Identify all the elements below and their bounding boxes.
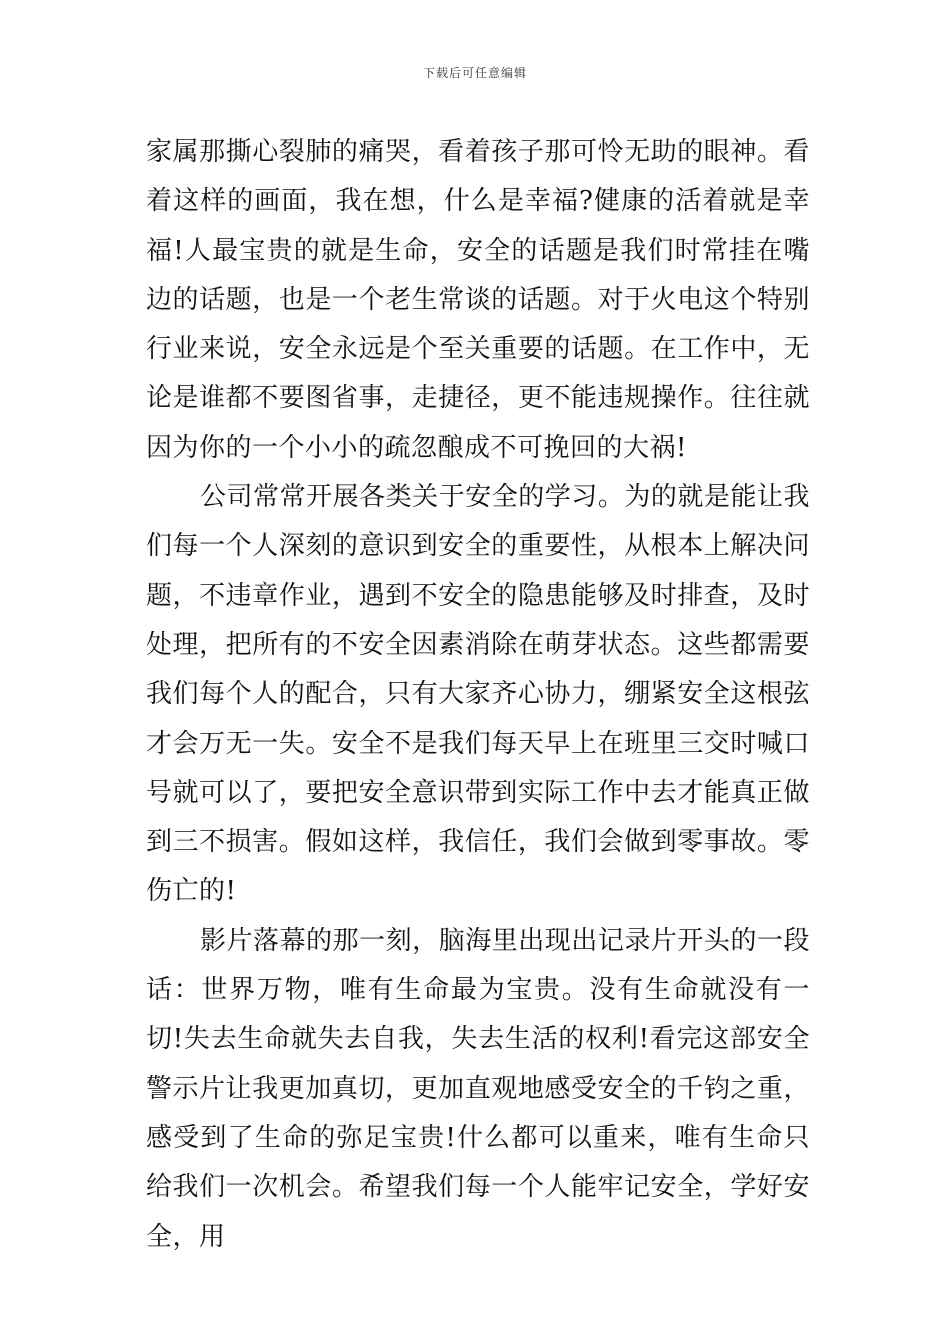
paragraph-3: 影片落幕的那一刻，脑海里出现出记录片开头的一段话：世界万物，唯有生命最为宝贵。没有生命就没有一切!失去生命就失去自我，失去生活的权利!看完这部安全警示片让我更加真切，更加直观地感受安全的千钧之重，感受到了生命的弥足宝贵!什么都可以重来，唯有生命只给我们一次机会。希望我们每一个人能牢记安全，学好安全，用 [146, 925, 810, 1252]
paragraph-2: 公司常常开展各类关于安全的学习。为的就是能让我们每一个人深刻的意识到安全的重要性，从根本上解决问题，不违章作业，遇到不安全的隐患能够及时排查，及时处理，把所有的不安全因素消除在萌芽状态。这些都需要我们每个人的配合，只有大家齐心协力，绷紧安全这根弦才会万无一失。安全不是我们每天早上在班里三交时喊口号就可以了，要把安全意识带到实际工作中去才能真正做到三不损害。假如这样，我信任，我们会做到零事故。零伤亡的! [146, 482, 810, 907]
paragraph-1: 家属那撕心裂肺的痛哭，看着孩子那可怜无助的眼神。看着这样的画面，我在想，什么是幸福?健康的活着就是幸福!人最宝贵的就是生命，安全的话题是我们时常挂在嘴边的话题，也是一个老生常谈的话题。对于火电这个特别行业来说，安全永远是个至关重要的话题。在工作中，无论是谁都不要图省事，走捷径，更不能违规操作。往往就因为你的一个小小的疏忽酿成不可挽回的大祸! [146, 137, 810, 463]
document-body [146, 128, 810, 1262]
header-note: 下载后可任意编辑 [422, 66, 527, 80]
